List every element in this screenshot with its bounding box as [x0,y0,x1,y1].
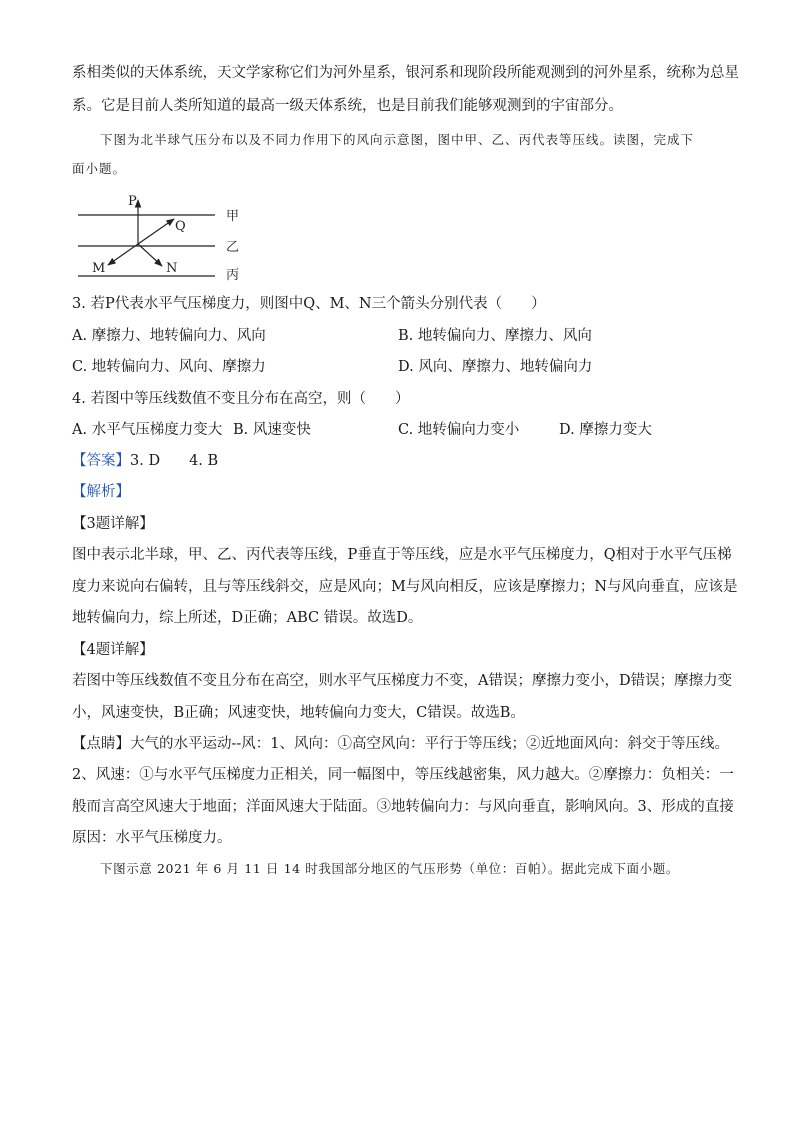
tip-row [72,734,729,754]
tip-line: 2、风速：①与水平气压梯度力正相关，同一幅图中，等压线越密集，风力越大。②摩擦力：负相关：一 [72,767,734,783]
answer-label: 【答案】 [72,453,130,469]
label-q: Q [175,219,186,234]
question-intro: 下图为北半球气压分布以及不同力作用下的风向示意图，图中甲、乙、丙代表等压线。读图，完成下 [100,132,695,147]
detail-4-line: 若图中等压线数值不变且分布在高空，则水平气压梯度力不变，A错误；摩擦力变小，D错误；摩擦力变 [72,673,733,689]
isobar-label-jia: 甲 [226,209,240,224]
tip-label: 【点睛】 [72,736,130,752]
arrow-q [138,219,174,244]
tip-line: 般而言高空风速大于地面；洋面风速大于陆面。③地转偏向力：与风向垂直，影响风向。3、形成的直接 [72,799,734,815]
question-3-stem: 3. 若P代表水平气压梯度力，则图中Q、M、N三个箭头分别代表（ ） [72,296,546,312]
arrow-n [138,244,162,266]
q3-option-b: B. 地转偏向力、摩擦力、风向 [398,328,592,344]
isobar-label-bing: 丙 [226,268,240,283]
tip-text: 大气的水平运动--风：1、风向：①高空风向：平行于等压线；②近地面风向：斜交于等压线。 [130,736,730,752]
q4-option-a: A. 水平气压梯度力变大 [72,422,223,438]
q3-option-d: D. 风向、摩擦力、地转偏向力 [398,359,593,375]
paragraph-line: 系相类似的天体系统，天文学家称它们为河外星系，银河系和现阶段所能观测到的河外星系，统称为总星 [72,65,739,81]
isobar-label-yi: 乙 [226,240,240,255]
tip-line: 原因：水平气压梯度力。 [72,830,232,846]
detail-3-line: 度力来说向右偏转，且与等压线斜交，应是风向；M与风向相反，应该是摩擦力；N与风向垂直，应该是 [72,579,738,595]
label-p: P [128,194,137,209]
paragraph-line: 系。它是目前人类所知道的最高一级天体系统，也是目前我们能够观测到的宇宙部分。 [72,98,623,114]
q3-option-a: A. 摩擦力、地转偏向力、风向 [72,328,266,344]
answer-text: 3. D 4. B [130,453,219,469]
question-intro-cont: 面小题。 [72,161,127,176]
arrow-m [108,244,138,265]
answer-row [72,451,218,471]
question-4-stem: 4. 若图中等压线数值不变且分布在高空，则（ ） [72,391,410,407]
detail-4-label: 【4题详解】 [72,642,154,658]
label-n: N [166,261,178,276]
q3-option-c: C. 地转偏向力、风向、摩擦力 [72,359,266,375]
q4-option-c: C. 地转偏向力变小 [398,422,520,438]
detail-3-label: 【3题详解】 [72,516,154,532]
detail-4-line: 小，风速变快，B正确；风速变快，地转偏向力变大，C错误。故选B。 [72,705,525,721]
detail-3-line: 地转偏向力，综上所述，D正确；ABC 错误。故选D。 [72,610,423,626]
label-m: M [92,261,106,276]
detail-3-line: 图中表示北半球，甲、乙、丙代表等压线，P垂直于等压线，应是水平气压梯度力，Q相对于水平气压梯 [72,547,732,563]
q4-option-d: D. 摩擦力变大 [559,422,652,438]
analysis-label: 【解析】 [72,484,130,500]
q4-option-b: B. 风速变快 [233,422,311,438]
question-intro-2: 下图示意 2021 年 6 月 11 日 14 时我国部分地区的气压形势（单位：百帕）。据此完成下面小题。 [100,861,679,876]
wind-force-diagram [70,190,260,285]
